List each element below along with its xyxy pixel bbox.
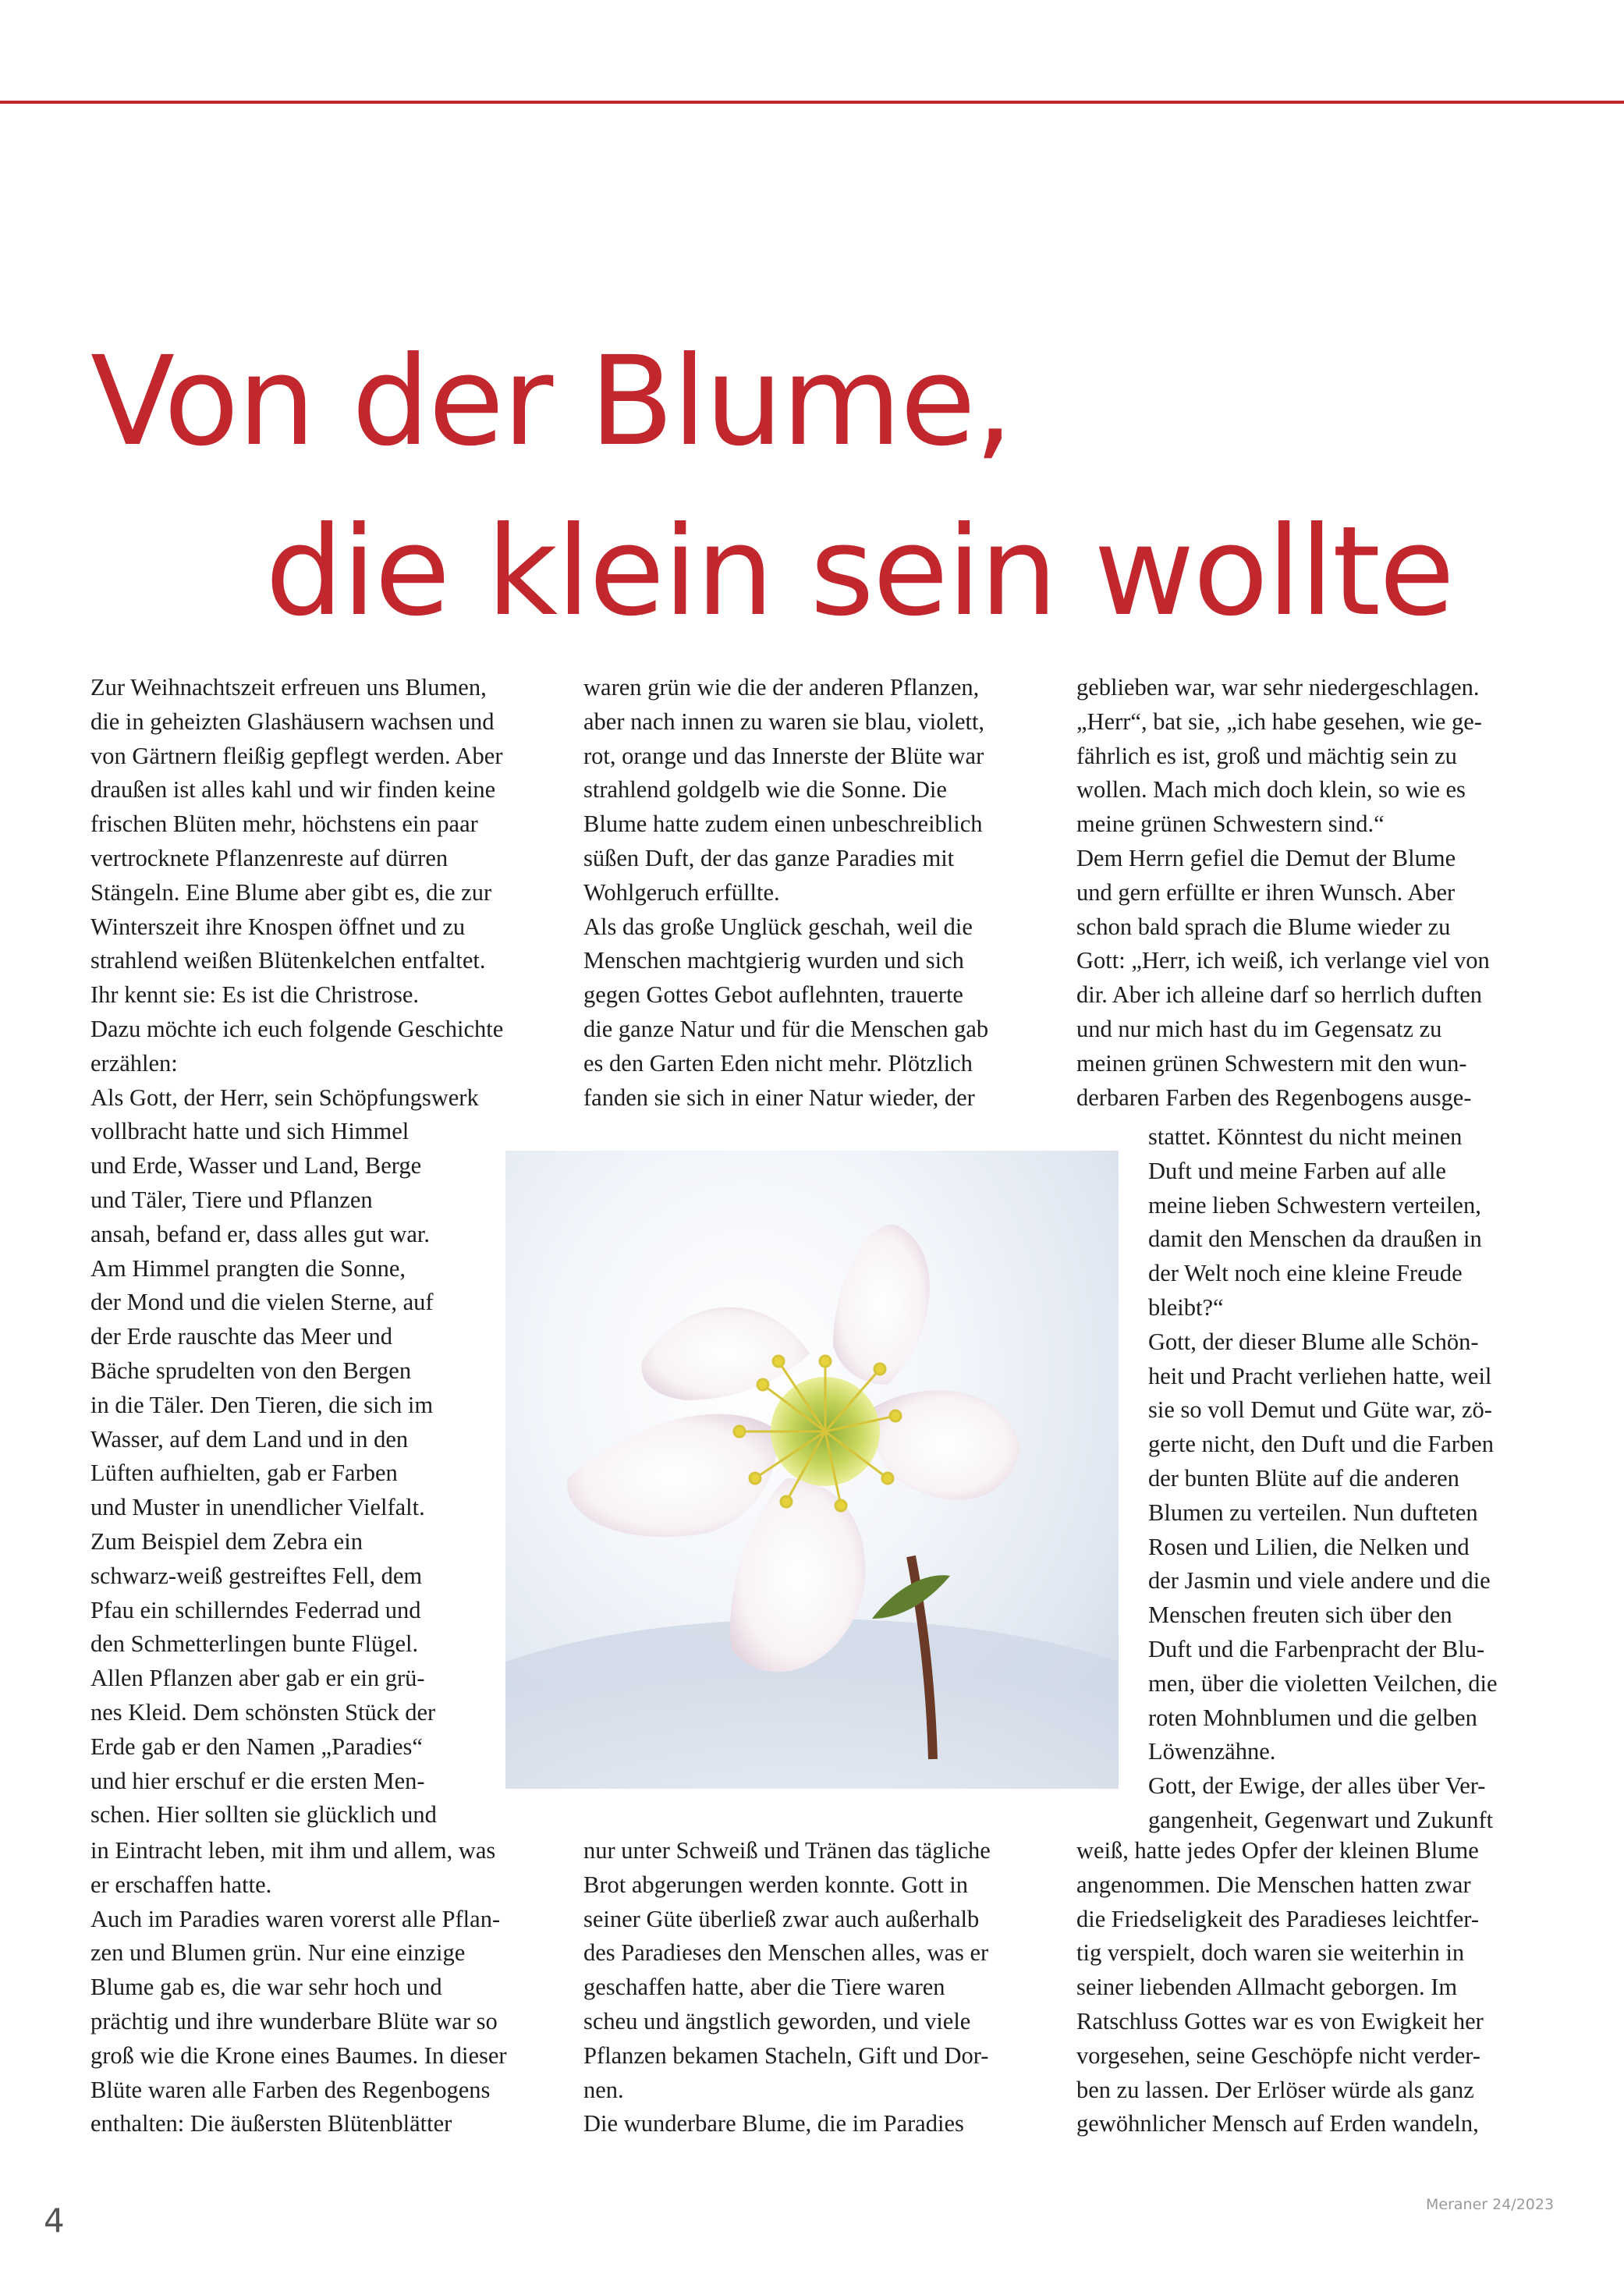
text-line: nes Kleid. Dem schönsten Stück der: [90, 1698, 436, 1726]
text-line: Blumen zu verteilen. Nun dufteten: [1148, 1499, 1478, 1526]
text-line: angenommen. Die Menschen hatten zwar: [1076, 1871, 1471, 1898]
text-line: roten Mohnblumen und die gelben: [1148, 1704, 1477, 1731]
text-line: Duft und meine Farben auf alle: [1148, 1157, 1446, 1184]
text-line: der Mond und die vielen Sterne, auf: [90, 1289, 434, 1316]
text-line: Gott: „Herr, ich weiß, ich verlange viel von: [1076, 947, 1490, 974]
column-2-bottom: [583, 1834, 1051, 2141]
column-3-middle: [1148, 1120, 1585, 1838]
text-line: dir. Aber ich alleine darf so herrlich duften: [1076, 981, 1483, 1009]
text-line: und hier erschuf er die ersten Men-: [90, 1767, 425, 1794]
text-line: fanden sie sich in einer Natur wieder, der: [583, 1084, 975, 1111]
text-line: Menschen machtgierig wurden und sich: [583, 947, 964, 974]
text-line: seiner liebenden Allmacht geborgen. Im: [1076, 1974, 1458, 2001]
text-line: Ihr kennt sie: Es ist die Christrose.: [90, 981, 420, 1009]
text-line: aber nach innen zu waren sie blau, violett,: [583, 708, 985, 735]
issue-label: Meraner 24/2023: [1426, 2196, 1555, 2213]
text-line: Lüften aufhielten, gab er Farben: [90, 1460, 398, 1487]
text-line: ansah, befand er, dass alles gut war.: [90, 1220, 430, 1247]
text-line: Erde gab er den Namen „Paradies“: [90, 1733, 423, 1760]
text-line: Blume hatte zudem einen unbeschreiblich: [583, 811, 983, 838]
text-line: damit den Menschen da draußen in: [1148, 1226, 1482, 1253]
text-line: Gott, der dieser Blume alle Schön-: [1148, 1328, 1479, 1355]
text-line: Dem Herrn gefiel die Demut der Blume: [1076, 844, 1456, 871]
text-line: Duft und die Farbenpracht der Blu-: [1148, 1635, 1485, 1662]
text-line: „Herr“, bat sie, „ich habe gesehen, wie ge-: [1076, 708, 1482, 735]
article-title-line-1: Von der Blume,: [90, 329, 1012, 474]
text-line: gerte nicht, den Duft und die Farben: [1148, 1431, 1494, 1458]
text-line: geschaffen hatte, aber die Tiere waren: [583, 1974, 945, 2001]
text-line: von Gärtnern fleißig gepflegt werden. Aber: [90, 742, 503, 769]
text-line: geblieben war, war sehr niedergeschlagen.: [1076, 674, 1480, 701]
text-line: er erschaffen hatte.: [90, 1871, 272, 1898]
text-line: seiner Güte überließ zwar auch außerhalb: [583, 1905, 980, 1932]
text-line: bleibt?“: [1148, 1293, 1224, 1321]
text-line: schwarz-weiß gestreiftes Fell, dem: [90, 1562, 423, 1589]
text-line: nen.: [583, 2076, 624, 2103]
text-line: der Jasmin und viele andere und die: [1148, 1567, 1491, 1595]
text-line: strahlend goldgelb wie die Sonne. Die: [583, 776, 947, 803]
text-line: Dazu möchte ich euch folgende Geschichte: [90, 1015, 504, 1042]
text-line: süßen Duft, der das ganze Paradies mit: [583, 844, 955, 871]
text-line: strahlend weißen Blütenkelchen entfaltet.: [90, 947, 486, 974]
text-line: es den Garten Eden nicht mehr. Plötzlich: [583, 1049, 973, 1077]
text-line: die in geheizten Glashäusern wachsen und: [90, 708, 495, 735]
text-line: Am Himmel prangten die Sonne,: [90, 1254, 406, 1282]
text-line: Als das große Unglück geschah, weil die: [583, 913, 973, 940]
text-line: Die wunderbare Blume, die im Paradies: [583, 2110, 964, 2137]
text-line: Menschen freuten sich über den: [1148, 1602, 1452, 1629]
text-line: Wasser, auf dem Land und in den: [90, 1425, 409, 1453]
column-3-top: [1076, 671, 1560, 1115]
text-line: groß wie die Krone eines Baumes. In dieser: [90, 2042, 507, 2069]
text-line: Löwenzähne.: [1148, 1738, 1276, 1765]
text-line: meine lieben Schwestern verteilen,: [1148, 1191, 1481, 1219]
text-line: Pflanzen bekamen Stacheln, Gift und Dor-: [583, 2042, 989, 2069]
text-line: der Welt noch eine kleine Freude: [1148, 1260, 1463, 1287]
text-line: draußen ist alles kahl und wir finden keine: [90, 776, 496, 803]
text-line: Gott, der Ewige, der alles über Ver-: [1148, 1772, 1486, 1800]
text-line: derbaren Farben des Regenbogens ausge-: [1076, 1084, 1472, 1111]
text-line: schon bald sprach die Blume wieder zu: [1076, 913, 1451, 940]
text-line: die Friedseligkeit des Paradieses leichtfer-: [1076, 1905, 1480, 1932]
column-1-bottom: [90, 1834, 558, 2141]
text-line: men, über die violetten Veilchen, die: [1148, 1669, 1498, 1697]
text-line: Zur Weihnachtszeit erfreuen uns Blumen,: [90, 674, 487, 701]
text-line: der Erde rauschte das Meer und: [90, 1323, 393, 1350]
text-line: fährlich es ist, groß und mächtig sein zu: [1076, 742, 1457, 769]
text-line: ben zu lassen. Der Erlöser würde als ganz: [1076, 2076, 1474, 2103]
text-line: gewöhnlicher Mensch auf Erden wandeln,: [1076, 2110, 1479, 2137]
text-line: Wohlgeruch erfüllte.: [583, 878, 780, 906]
text-line: Zum Beispiel dem Zebra ein: [90, 1527, 363, 1555]
text-line: scheu und ängstlich geworden, und viele: [583, 2007, 971, 2034]
text-line: Allen Pflanzen aber gab er ein grü-: [90, 1665, 425, 1692]
text-line: und gern erfüllte er ihren Wunsch. Aber: [1076, 878, 1456, 906]
text-line: enthalten: Die äußersten Blütenblätter: [90, 2110, 452, 2137]
text-line: Blüte waren alle Farben des Regenbogens: [90, 2076, 491, 2103]
text-line: vollbracht hatte und sich Himmel: [90, 1118, 410, 1145]
text-line: Stängeln. Eine Blume aber gibt es, die zur: [90, 878, 492, 906]
text-line: frischen Blüten mehr, höchstens ein paar: [90, 811, 478, 838]
text-line: gegen Gottes Gebot auflehnten, trauerte: [583, 981, 963, 1009]
text-line: weiß, hatte jedes Opfer der kleinen Blume: [1076, 1837, 1479, 1864]
text-line: vorgesehen, seine Geschöpfe nicht verder-: [1076, 2042, 1480, 2069]
text-line: vertrocknete Pflanzenreste auf dürren: [90, 844, 449, 871]
text-line: Bäche sprudelten von den Bergen: [90, 1357, 412, 1384]
text-line: gangenheit, Gegenwart und Zukunft: [1148, 1806, 1494, 1833]
text-line: Brot abgerungen werden konnte. Gott in: [583, 1871, 968, 1898]
text-line: in Eintracht leben, mit ihm und allem, was: [90, 1837, 496, 1864]
text-line: stattet. Könntest du nicht meinen: [1148, 1123, 1463, 1150]
text-line: nur unter Schweiß und Tränen das tägliche: [583, 1837, 991, 1864]
text-line: Blume gab es, die war sehr hoch und: [90, 1974, 442, 2001]
text-line: Als Gott, der Herr, sein Schöpfungswerk: [90, 1084, 479, 1111]
column-1-top: [90, 671, 558, 1832]
text-line: sie so voll Demut und Güte war, zö-: [1148, 1396, 1492, 1424]
text-line: wollen. Mach mich doch klein, so wie es: [1076, 776, 1466, 803]
text-line: Auch im Paradies waren vorerst alle Pflan-: [90, 1905, 501, 1932]
text-line: meine grünen Schwestern sind.“: [1076, 811, 1385, 838]
text-line: rot, orange und das Innerste der Blüte war: [583, 742, 984, 769]
text-line: prächtig und ihre wunderbare Blüte war so: [90, 2007, 498, 2034]
text-line: tig verspielt, doch waren sie weiterhin in: [1076, 1939, 1465, 1967]
text-line: meinen grünen Schwestern mit den wun-: [1076, 1049, 1467, 1077]
text-line: schen. Hier sollten sie glücklich und: [90, 1801, 437, 1829]
article-title-line-2: die klein sein wollte: [265, 499, 1454, 644]
text-line: Ratschluss Gottes war es von Ewigkeit her: [1076, 2007, 1484, 2034]
text-line: waren grün wie die der anderen Pflanzen,: [583, 674, 980, 701]
text-line: zen und Blumen grün. Nur eine einzige: [90, 1939, 466, 1967]
text-line: erzählen:: [90, 1049, 178, 1077]
christmas-rose-icon: [505, 1151, 1119, 1789]
christmas-rose-photo: [505, 1151, 1119, 1789]
page-number: 4: [44, 2201, 65, 2240]
top-rule: [0, 101, 1624, 104]
text-line: und Täler, Tiere und Pflanzen: [90, 1186, 373, 1213]
text-line: den Schmetterlingen bunte Flügel.: [90, 1630, 419, 1658]
text-line: heit und Pracht verliehen hatte, weil: [1148, 1362, 1492, 1389]
text-line: und nur mich hast du im Gegensatz zu: [1076, 1015, 1442, 1042]
text-line: Rosen und Lilien, die Nelken und: [1148, 1533, 1470, 1560]
text-line: Winterszeit ihre Knospen öffnet und zu: [90, 913, 466, 940]
text-line: und Erde, Wasser und Land, Berge: [90, 1152, 422, 1180]
text-line: der bunten Blüte auf die anderen: [1148, 1464, 1459, 1492]
column-2-top: [583, 671, 1051, 1115]
text-line: Pfau ein schillerndes Federrad und: [90, 1596, 421, 1623]
text-line: die ganze Natur und für die Menschen gab: [583, 1015, 989, 1042]
text-line: des Paradieses den Menschen alles, was er: [583, 1939, 989, 1967]
column-3-bottom: [1076, 1834, 1560, 2141]
text-line: in die Täler. Den Tieren, die sich im: [90, 1391, 434, 1418]
text-line: und Muster in unendlicher Vielfalt.: [90, 1494, 425, 1521]
